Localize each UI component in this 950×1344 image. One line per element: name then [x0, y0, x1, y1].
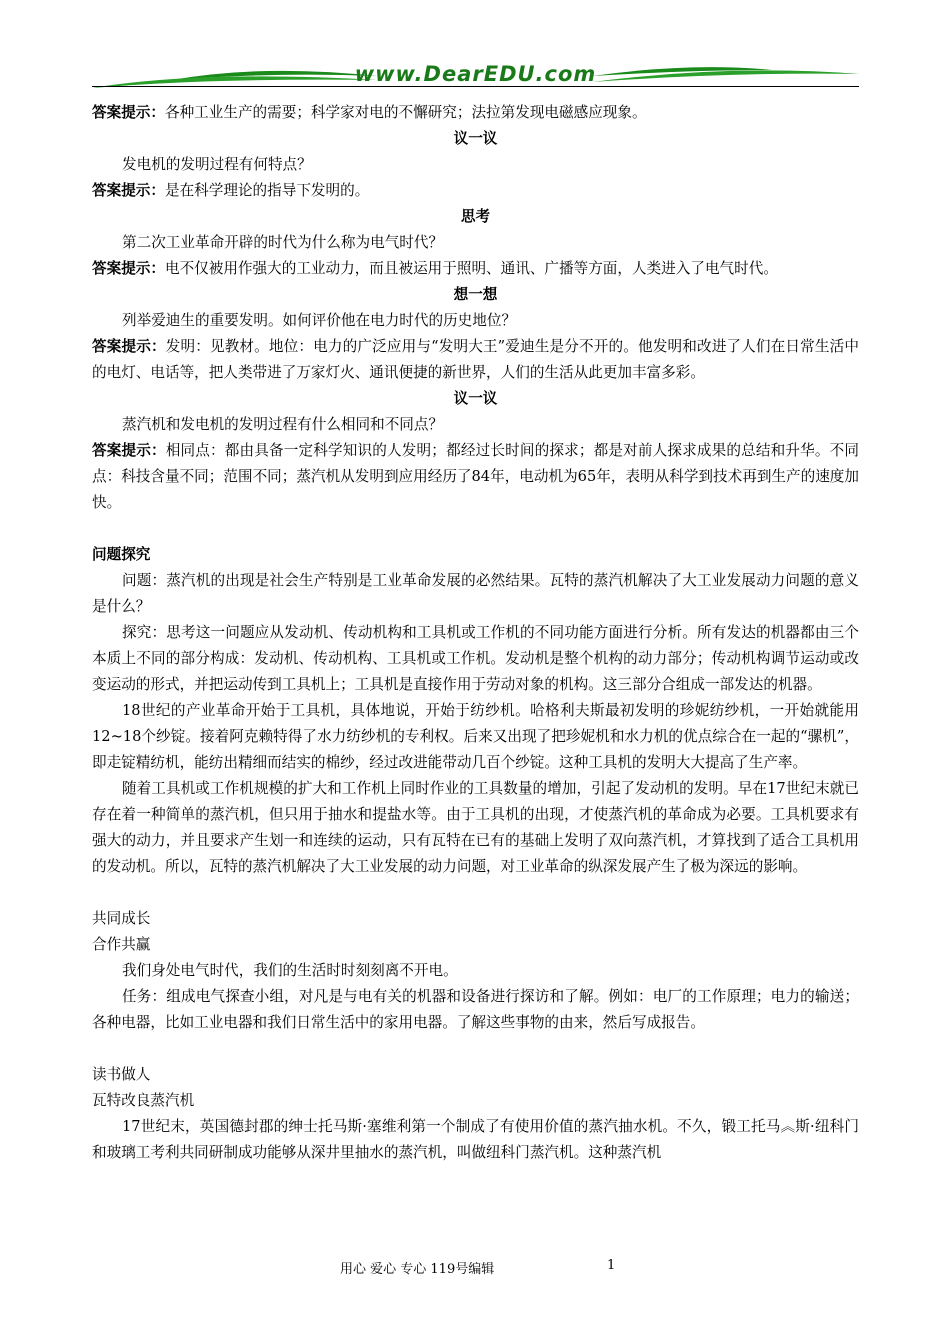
- question: 第二次工业革命开辟的时代为什么称为电气时代？: [122, 234, 444, 251]
- section-heading: 想一想: [453, 286, 498, 303]
- explore-paragraph: 问题：蒸汽机的出现是社会生产特别是工业革命发展的必然结果。瓦特的蒸汽机解决了大工业发展动力问题的意义是什么？: [92, 572, 859, 615]
- section-heading: 议一议: [453, 390, 498, 407]
- section-heading: 思考: [460, 208, 491, 225]
- site-url[interactable]: www.DearEDU.com: [354, 62, 597, 86]
- document-body: [92, 100, 859, 1166]
- read-paragraph: 17世纪末，英国德封郡的绅士托马斯·塞维利第一个制成了有使用价值的蒸汽抽水机。不久，锻工托马︽斯·纽科门和玻璃工考利共同研制成功能够从深井里抽水的蒸汽机，叫做纽科门蒸汽机。这种蒸汽机: [92, 1118, 859, 1161]
- explore-paragraph: 18世纪的产业革命开始于工具机，具体地说，开始于纺纱机。哈格利夫斯最初发明的珍妮纺纱机，一开始就能用12~18个纱锭。接着阿克赖特得了水力纺纱机的专利权。后来又出现了把珍妮机和水力机的优点综合在一起的“骡机”，即走锭精纺机，能纺出精细而结实的棉纱，经过改进能带动几百个纱锭。这种工具机的发明大大提高了生产率。: [92, 702, 859, 771]
- answer-hint: 答案提示：是在科学理论的指导下发明的。: [92, 182, 370, 199]
- grow-paragraph: 任务：组成电气探查小组，对凡是与电有关的机器和设备进行探访和了解。例如：电厂的工作原理；电力的输送；各种电器，比如工业电器和我们日常生活中的家用电器。了解这些事物的由来，然后写成报告。: [92, 988, 859, 1031]
- grow-title: 共同成长: [92, 910, 151, 927]
- section-heading: 议一议: [453, 130, 498, 147]
- header-divider: [92, 86, 859, 87]
- footer-text: 用心 爱心 专心 119号编辑: [340, 1262, 495, 1277]
- read-title: 读书做人: [92, 1066, 151, 1083]
- site-header: [92, 58, 859, 94]
- page-number: 1: [607, 1258, 616, 1273]
- answer-hint: 答案提示：各种工业生产的需要；科学家对电的不懈研究；法拉第发现电磁感应现象。: [92, 104, 647, 121]
- explore-paragraph: 随着工具机或工作机规模的扩大和工作机上同时作业的工具数量的增加，引起了发动机的发明。早在17世纪末就已存在着一种简单的蒸汽机，但只用于抽水和提盐水等。由于工具机的出现，才使蒸汽机的革命成为必要。工具机要求有强大的动力，并且要求产生划一和连续的运动，只有瓦特在已有的基础上发明了双向蒸汽机，才算找到了适合工具机用的发动机。所以，瓦特的蒸汽机解决了大工业发展的动力问题，对工业革命的纵深发展产生了极为深远的影响。: [92, 780, 859, 875]
- answer-hint: 答案提示：相同点：都由具备一定科学知识的人发明；都经过长时间的探求；都是对前人探求成果的总结和升华。不同点：科技含量不同；范围不同；蒸汽机从发明到应用经历了84年，电动机为65年，表明从科学到技术再到生产的速度加快。: [92, 442, 859, 511]
- grow-subtitle: 合作共赢: [92, 936, 151, 953]
- question: 蒸汽机和发电机的发明过程有什么相同和不同点？: [122, 416, 444, 433]
- question: 列举爱迪生的重要发明。如何评价他在电力时代的历史地位？: [122, 312, 517, 329]
- explore-paragraph: 探究：思考这一问题应从发动机、传动机构和工具机或工作机的不同功能方面进行分析。所有发达的机器都由三个本质上不同的部分构成：发动机、传动机构、工具机或工作机。发动机是整个机构的动力部分；传动机构调节运动或改变运动的形式，并把运动传到工具机上；工具机是直接作用于劳动对象的机构。这三部分合组成一部发达的机器。: [92, 624, 859, 693]
- grow-paragraph: 我们身处电气时代，我们的生活时时刻刻离不开电。: [122, 962, 458, 979]
- answer-hint: 答案提示：发明：见教材。地位：电力的广泛应用与“发明大王”爱迪生是分不开的。他发明和改进了人们在日常生活中的电灯、电话等，把人类带进了万家灯火、通讯便捷的新世界，人们的生活从此更加丰富多彩。: [92, 338, 859, 381]
- question: 发电机的发明过程有何特点？: [122, 156, 312, 173]
- explore-title: 问题探究: [92, 546, 151, 563]
- read-subtitle: 瓦特改良蒸汽机: [92, 1092, 195, 1109]
- answer-hint: 答案提示：电不仅被用作强大的工业动力，而且被运用于照明、通讯、广播等方面，人类进入了电气时代。: [92, 260, 778, 277]
